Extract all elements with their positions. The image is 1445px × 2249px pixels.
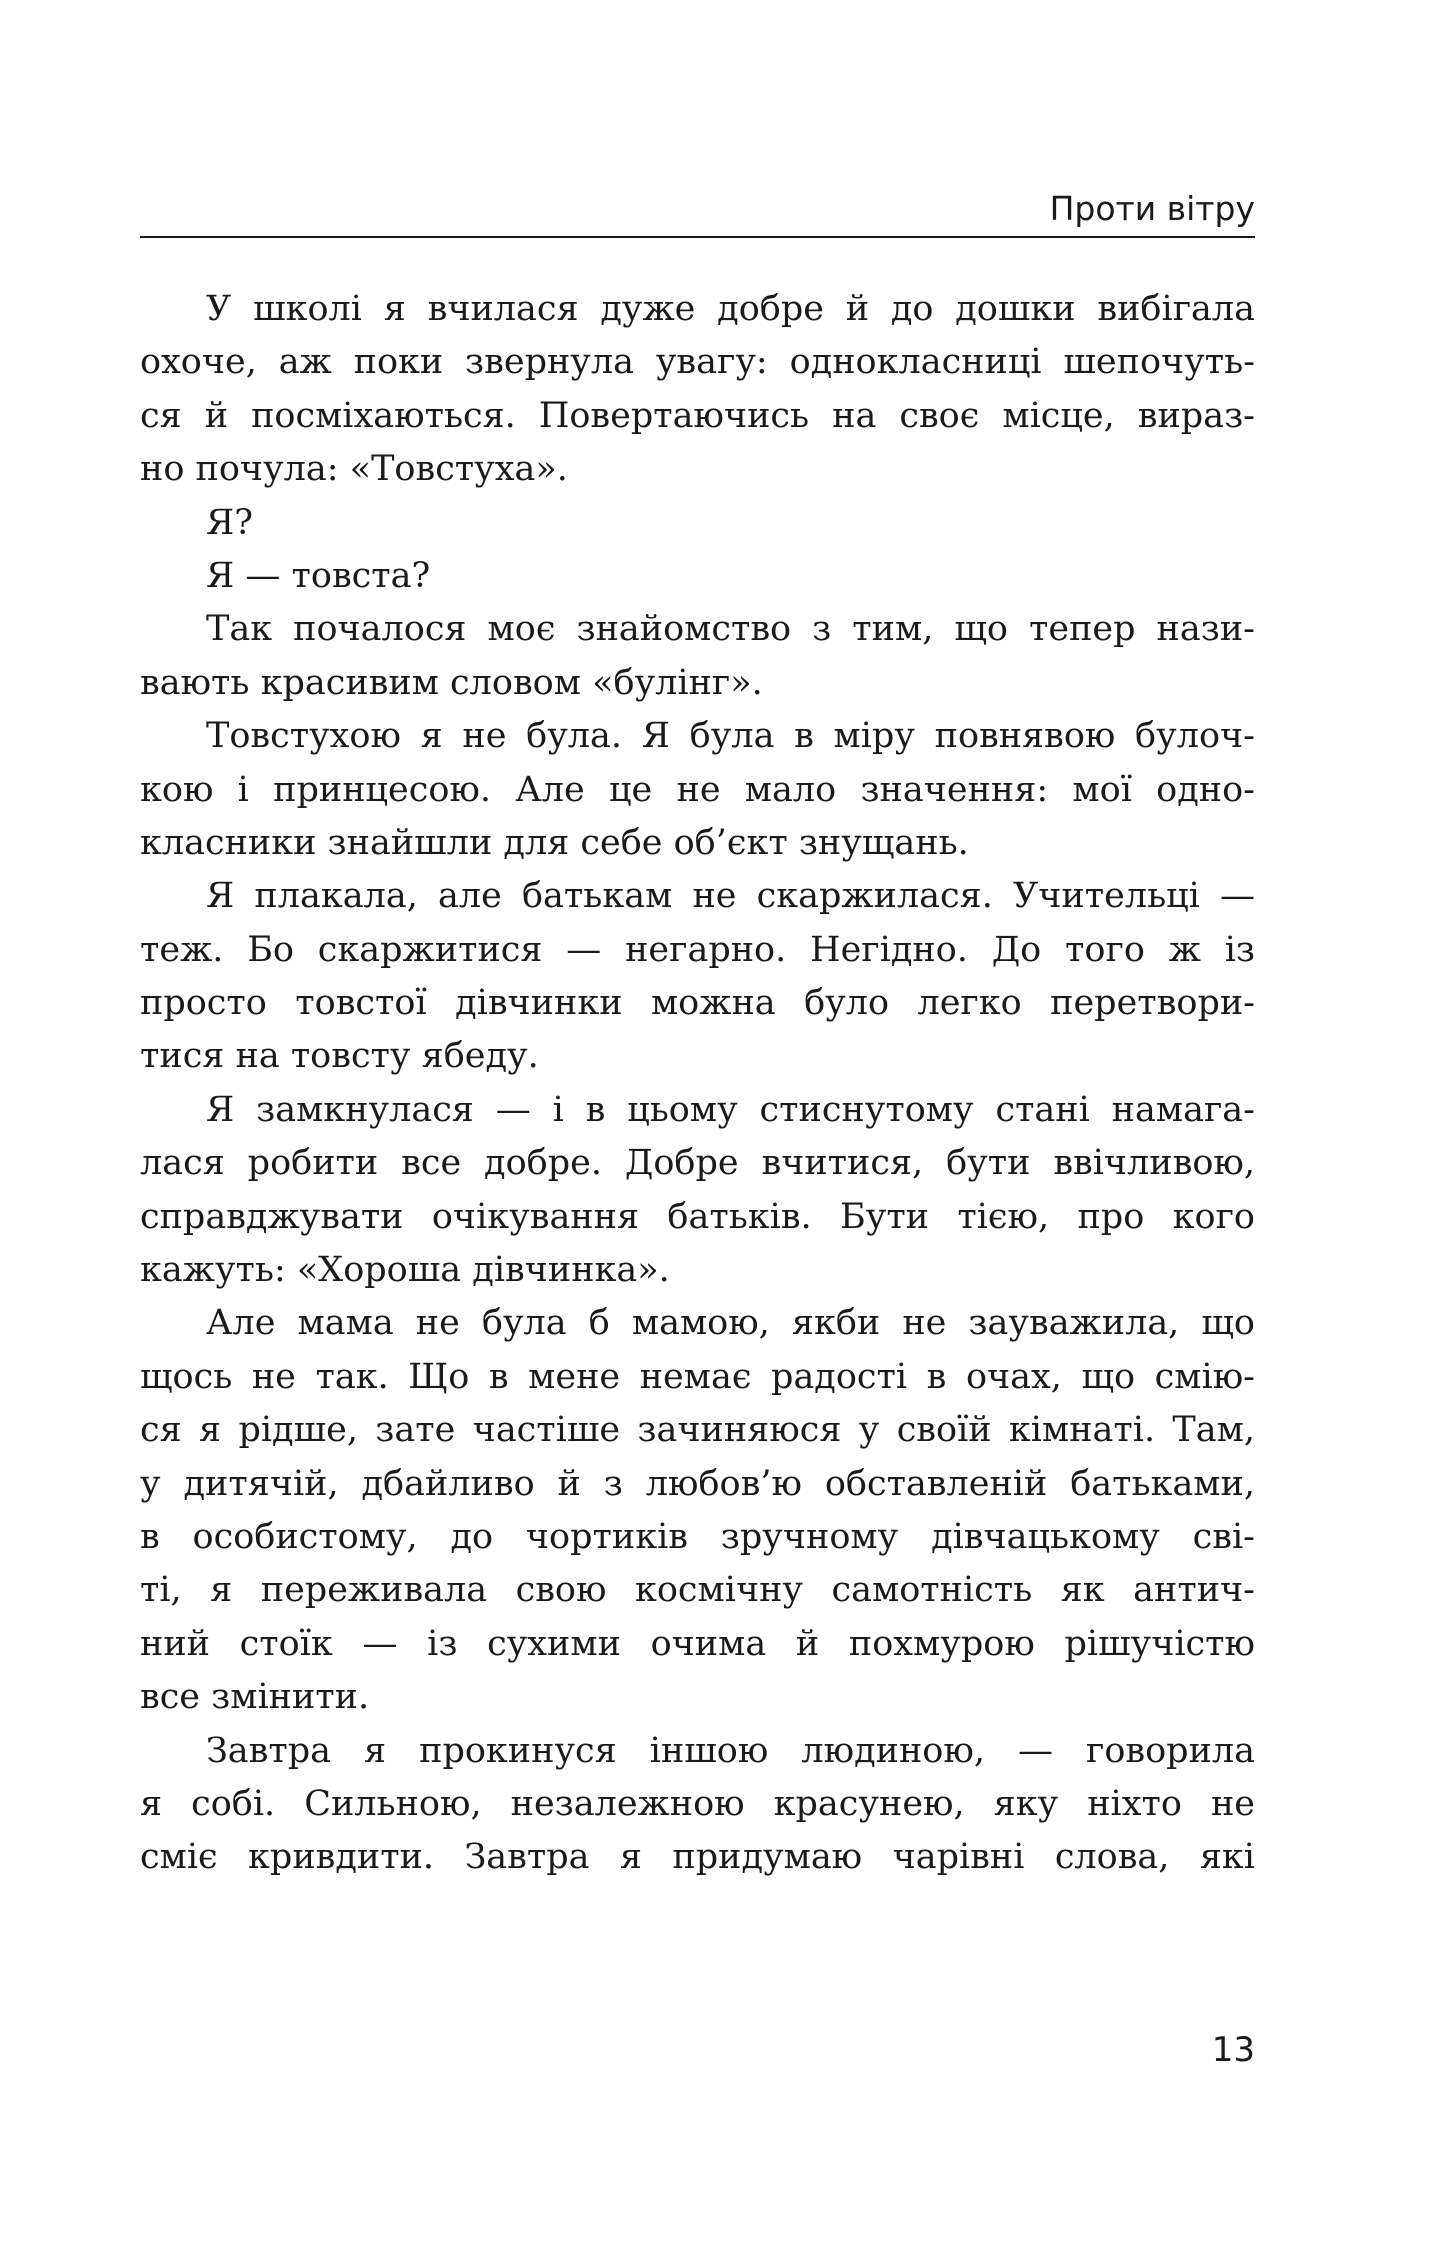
text-line: лася робити все добре. Добре вчитися, бути ввічливою, [140,1143,1255,1184]
text-line: ті, я переживала свою космічну самотність як антич- [140,1570,1255,1611]
page-number: 13 [1211,2030,1255,2070]
text-line: охоче, аж поки звернула увагу: однокласниці шепочуть- [140,342,1255,383]
text-line: справджувати очікування батьків. Бути тією, про кого [140,1196,1255,1237]
text-line: Товстухою я не була. Я була в міру повнявою булоч- [206,716,1255,757]
text-line: теж. Бо скаржитися — негарно. Негідно. До того ж із [140,929,1255,970]
text-line: просто товстої дівчинки можна було легко перетвори- [140,983,1255,1024]
text-line: я собі. Сильною, незалежною красунею, яку ніхто не [140,1783,1255,1824]
text-line: у дитячій, дбайливо й з любов’ю обставленій батьками, [140,1463,1255,1504]
text-line: кою і принцесою. Але це не мало значення: мої одно- [140,769,1255,810]
body-text [140,283,1255,1885]
text-line: ся я рідше, зате частіше зачиняюся у своїй кімнаті. Там, [140,1410,1255,1451]
text-line: Я замкнулася — і в цьому стиснутому стані намага- [206,1089,1255,1130]
text-line: все змінити. [140,1677,370,1718]
text-line: щось не так. Що в мене немає радості в очах, що смію- [140,1356,1255,1397]
text-line: Але мама не була б мамою, якби не зауважила, що [206,1303,1255,1344]
text-line: Завтра я прокинуся іншою людиною, — говорила [206,1730,1255,1771]
text-line: Так почалося моє знайомство з тим, що тепер нази- [206,609,1255,650]
text-line: ся й посміхаються. Повертаючись на своє місце, вираз- [140,395,1255,436]
text-line: тися на товсту ябеду. [140,1036,539,1077]
text-line: Я? [206,502,254,543]
text-line: класники знайшли для себе об’єкт знущань. [140,822,969,863]
text-line: Я — товста? [206,555,431,596]
text-line: сміє кривдити. Завтра я придумаю чарівні слова, які [140,1837,1255,1878]
text-line: но почула: «Товстуха». [140,449,568,490]
text-line: кажуть: «Хороша дівчинка». [140,1250,670,1291]
running-header [140,186,1255,238]
text-line: У школі я вчилася дуже добре й до дошки вибігала [206,289,1255,329]
running-title: Проти вітру [1049,189,1255,228]
text-line: Я плакала, але батькам не скаржилася. Учительці — [206,876,1255,917]
text-line: вають красивим словом «булінг». [140,662,763,703]
text-line: в особистому, до чортиків зручному дівчацькому сві- [140,1516,1255,1557]
text-line: ний стоїк — із сухими очима й похмурою рішучістю [140,1623,1255,1664]
